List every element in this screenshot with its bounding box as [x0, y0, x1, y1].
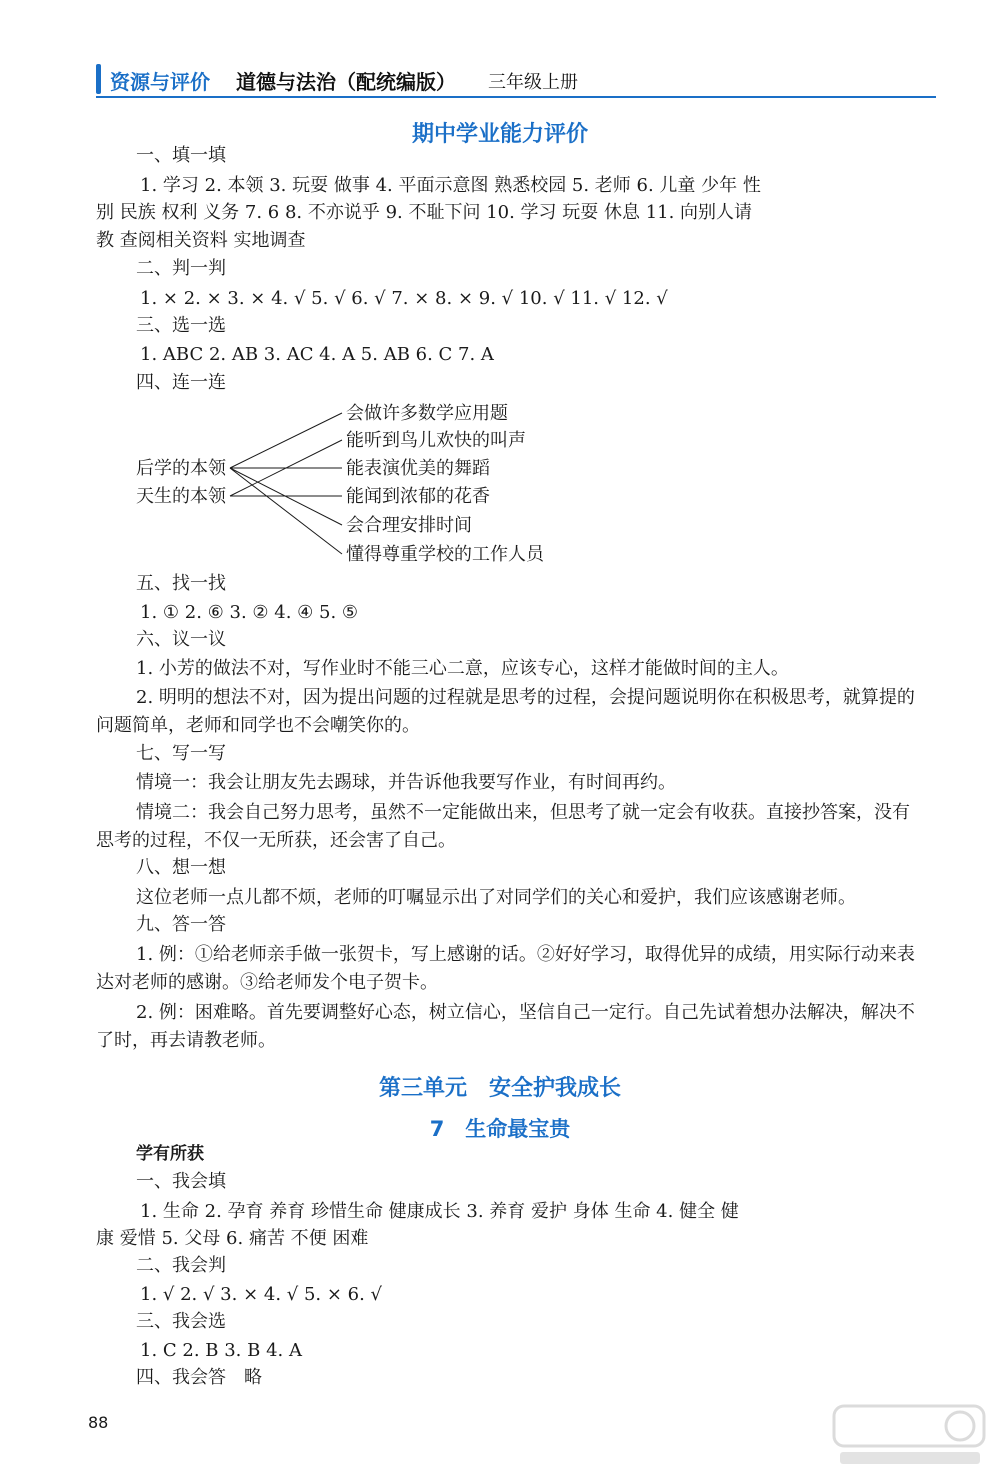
subsection-label: 学有所获 — [136, 1144, 204, 1164]
answer-line: 1. ① 2. ⑥ 3. ② 4. ④ 5. ⑤ — [140, 602, 359, 623]
section-heading: 七、写一写 — [136, 743, 226, 764]
answer-line: 2. 例：困难略。首先要调整好心态，树立信心，坚信自己一定行。自己先试着想办法解决，解决不 — [136, 1002, 915, 1023]
answer-line: 1. C 2. B 3. B 4. A — [140, 1340, 302, 1361]
matching-diagram — [130, 396, 570, 572]
answer-line: 1. × 2. × 3. × 4. √ 5. √ 6. √ 7. × 8. × 9. √ 10. √ 11. √ 12. √ — [140, 288, 668, 309]
unit-title: 第三单元 安全护我成长 — [378, 1076, 621, 1101]
answer-line: 1. √ 2. √ 3. × 4. √ 5. × 6. √ — [140, 1284, 383, 1305]
section-heading: 四、我会答 略 — [136, 1367, 262, 1388]
answer-line: 1. 小芳的做法不对，写作业时不能三心二意，应该专心，这样才能做时间的主人。 — [136, 658, 789, 679]
lesson-title: 7 生命最宝贵 — [429, 1117, 571, 1141]
page-header — [96, 60, 936, 102]
answer-line: 1. 学习 2. 本领 3. 玩耍 做事 4. 平面示意图 熟悉校园 5. 老师 6. 儿童 少年 性 — [140, 175, 761, 196]
right-item: 会做许多数学应用题 — [346, 403, 508, 424]
section-heading: 九、答一答 — [136, 914, 226, 935]
section-heading: 三、我会选 — [136, 1311, 226, 1332]
section-heading: 一、填一填 — [136, 145, 226, 166]
left-item: 天生的本领 — [136, 486, 226, 507]
header-rule — [96, 96, 936, 98]
right-item: 能闻到浓郁的花香 — [346, 486, 490, 507]
section-heading: 六、议一议 — [136, 629, 226, 650]
answer-line: 情境一：我会让朋友先去踢球，并告诉他我要写作业，有时间再约。 — [136, 772, 676, 793]
header-title: 资源与评价 — [110, 70, 210, 94]
section-heading: 二、我会判 — [136, 1255, 226, 1276]
page-number: 88 — [88, 1413, 109, 1432]
right-item: 懂得尊重学校的工作人员 — [346, 544, 544, 565]
answer-line: 1. 生命 2. 孕育 养育 珍惜生命 健康成长 3. 养育 爱护 身体 生命 4. 健全 健 — [140, 1201, 739, 1222]
section-heading: 八、想一想 — [136, 857, 226, 878]
midterm-title: 期中学业能力评价 — [411, 122, 588, 147]
answer-line: 康 爱惜 5. 父母 6. 痛苦 不便 困难 — [96, 1228, 369, 1249]
header-grade: 三年级上册 — [488, 72, 578, 93]
answer-line: 1. 例：①给老师亲手做一张贺卡，写上感谢的话。②好好学习，取得优异的成绩，用实际行动来表 — [136, 944, 915, 965]
answer-line: 问题简单，老师和同学也不会嘲笑你的。 — [96, 715, 420, 736]
answer-line: 2. 明明的想法不对，因为提出问题的过程就是思考的过程，会提问题说明你在积极思考，就算提的 — [136, 687, 915, 708]
section-heading: 五、找一找 — [136, 573, 226, 594]
answer-line: 这位老师一点儿都不烦，老师的叮嘱显示出了对同学们的关心和爱护，我们应该感谢老师。 — [136, 887, 856, 908]
header-subject: 道德与法治（配统编版） — [236, 70, 456, 94]
answer-line: 了时，再去请教老师。 — [96, 1030, 276, 1051]
answer-line: 思考的过程，不仅一无所获，还会害了自己。 — [96, 830, 456, 851]
answer-line: 别 民族 权利 义务 7. 6 8. 不亦说乎 9. 不耻下问 10. 学习 玩耍 休息 11. 向别人请 — [96, 202, 753, 223]
left-item: 后学的本领 — [136, 458, 226, 479]
section-heading: 三、选一选 — [136, 315, 226, 336]
watermark-logo — [830, 1400, 990, 1470]
match-line — [230, 413, 342, 468]
section-heading: 四、连一连 — [136, 372, 226, 393]
header-accent-bar — [96, 64, 101, 94]
section-heading: 一、我会填 — [136, 1171, 226, 1192]
right-item: 会合理安排时间 — [346, 515, 472, 536]
answer-line: 教 查阅相关资料 实地调查 — [96, 230, 306, 251]
answer-line: 达对老师的感谢。③给老师发个电子贺卡。 — [96, 972, 438, 993]
right-item: 能听到鸟儿欢快的叫声 — [346, 430, 526, 451]
match-line — [230, 468, 342, 554]
section-heading: 二、判一判 — [136, 258, 226, 279]
right-item: 能表演优美的舞蹈 — [346, 458, 490, 479]
answer-line: 1. ABC 2. AB 3. AC 4. A 5. AB 6. C 7. A — [140, 344, 494, 365]
answer-line: 情境二：我会自己努力思考，虽然不一定能做出来，但思考了就一定会有收获。直接抄答案，没有 — [136, 802, 910, 823]
